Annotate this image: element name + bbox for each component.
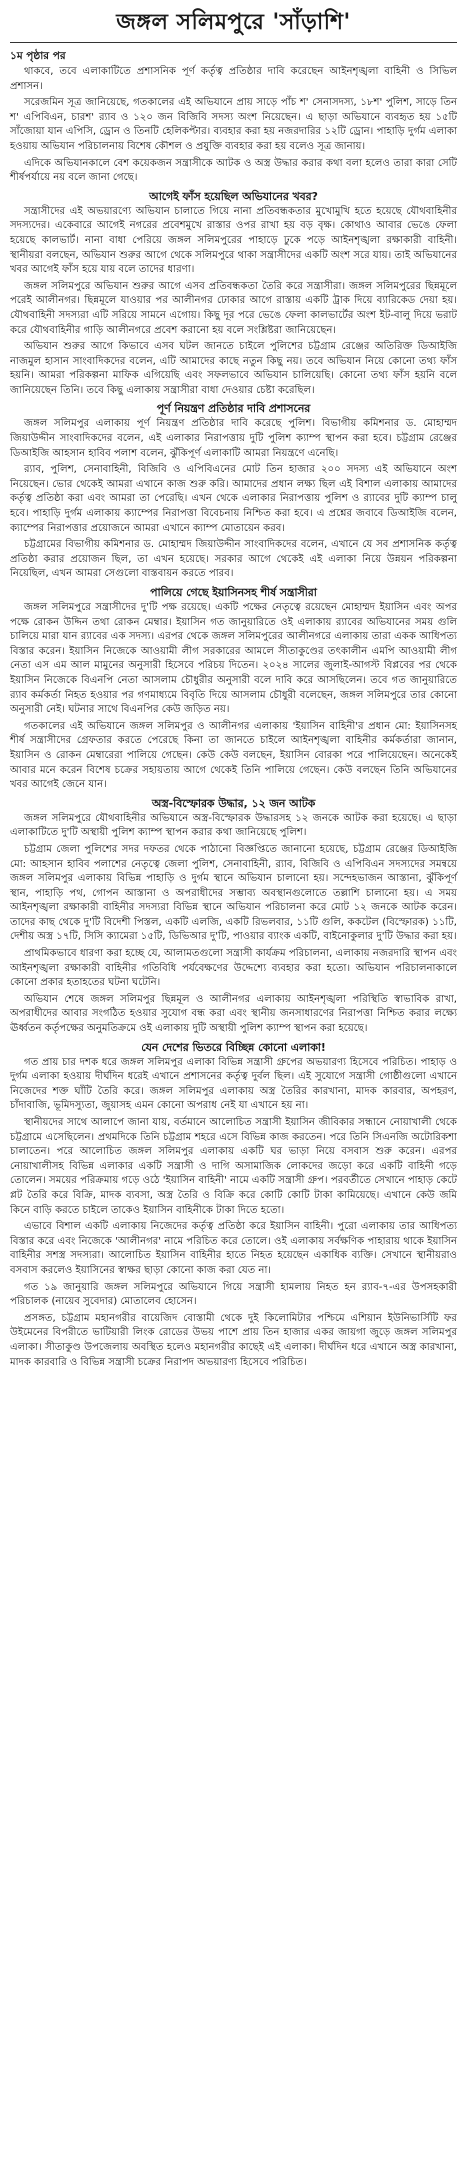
paragraph: প্রাথমিকভাবে ধারণা করা হচ্ছে যে, আলামতগুলো সন্ত্রাসী কার্যক্রম পরিচালনা, এলাকায় নজরদারি স্থাপন এবং আইনশৃঙ্খলা রক্ষাকারী বাহিনীর গতিবিধি পর্যবেক্ষণের উদ্দেশ্যে ব্যবহার করা হতো। অভিযান পরিচালনাকালে কোনো প্রকার হতাহতের ঘটনা ঘটেনি। [10,948,457,989]
paragraph: এদিকে অভিযানকালে বেশ কয়েকজন সন্ত্রাসীকে আটক ও অস্ত্র উদ্ধার করার কথা বলা হলেও তারা কারা সেটি শীর্ষপর্যায়ে নয় বলে জানা গেছে। [10,157,457,184]
article-headline: জঙ্গল সলিমপুরে 'সাঁড়াশি' [116,10,351,35]
paragraph: থাকবে, তবে এলাকাটিতে প্রশাসনিক পূর্ণ কর্তৃত্ব প্রতিষ্ঠার দাবি করেছেন আইনশৃঙ্খলা বাহিনী ও সিভিল প্রশাসন। [10,66,457,92]
paragraph: অভিযান শেষে জঙ্গল সলিমপুর ছিন্নমূল ও আলীনগর এলাকায় আইনশৃঙ্খলা পরিস্থিতি স্বাভাবিক রাখা, অপরাধীদের আবার সংগঠিত হওয়ার সুযোগ বন্ধ করা এবং স্থানীয় জনসাধারণের নিরাপত্তা নিশ্চিত করার লক্ষ্যে ঊর্ধ্বতন কর্তৃপক্ষের অনুমতিক্রমে ওই এলাকায় দুটি অস্থায়ী পুলিশ ক্যাম্প স্থাপন করা হয়েছে। [10,993,457,1035]
paragraph: এভাবে বিশাল একটি এলাকায় নিজেদের কর্তৃত্ব প্রতিষ্ঠা করে ইয়াসিন বাহিনী। পুরো এলাকায় তার আধিপত্য বিস্তার করে এবং নিজেকে 'আলীনগর' নামে পরিচিত করে তোলে। ওই এলাকায় সর্বক্ষণিক পাহারায় থাকে ইয়াসিন বাহিনীর সশস্ত্র সদস্যরা। আলোচিত ইয়াসিন বাহিনীর হাতে নিহত হয়েছেন একাধিক ব্যক্তি। সেখানে স্থানীয়রাও বসবাস করলেও ইয়াসিনের স্বাক্ষর ছাড়া কোনো কাজ করা যেত না। [10,1221,457,1276]
paragraph: গত প্রায় চার দশক ধরে জঙ্গল সলিমপুর এলাকা বিভিন্ন সন্ত্রাসী গ্রুপের অভয়ারণ্য হিসেবে পরিচিত। পাহাড় ও দুর্গম এলাকা হওয়ায় দীর্ঘদিন ধরেই এখানে প্রশাসনের কর্তৃত্ব দুর্বল ছিল। এই সুযোগে সন্ত্রাসী গোষ্ঠীগুলো এখানে নিজেদের শক্ত ঘাঁটি তৈরি করে। জঙ্গল সলিমপুর এলাকায় অস্ত্র তৈরির কারখানা, মাদক কারবার, অপহরণ, চাঁদাবাজি, ভূমিদস্যুতা, জুয়াসহ এমন কোনো অপরাধ নেই যা এখানে হয় না। [10,1056,457,1112]
paragraph: জঙ্গল সলিমপুরে সন্ত্রাসীদের দু'টি পক্ষ রয়েছে। একটি পক্ষের নেতৃত্বে রয়েছেন মোহাম্মদ ইয়াসিন এবং অপর পক্ষে রোকন উদ্দিন তথা রোকন মেম্বার। ইয়াসিন গত জানুয়ারিতে ওই এলাকায় র‍্যাবের অভিযানের সময় গুলি চালিয়ে মারা যান র‍্যাবের এক সদস্য। এরপর থেকে জঙ্গল সলিমপুরের আলীনগরে এলাকায় তারা একক আধিপত্য বিস্তার করেন। ইয়াসিন নিজেকে আওয়ামী লীগ সরকারের আমলে সীতাকুণ্ডের তৎকালীন এমপি আওয়ামী লীগ নেতা এস এম আল মামুনের অনুসারী হিসেবে পরিচয় দিতেন। ২০২৪ সালের জুলাই-আগস্ট বিপ্লবের পর থেকে ইয়াসিন নিজেকে বিএনপি নেতা আসলাম চৌধুরীর অনুসারী বলে দাবি করে আসছিলেন। তবে গত জানুয়ারিতে র‍্যাব কর্মকর্তা নিহত হওয়ার পর গণমাধ্যমে বিবৃতি দিয়ে আসলাম চৌধুরী বলেছেন, জঙ্গল সলিমপুরে তার কোনো অনুসারী নেই। ঘটনার সাথে বিএনপির কেউ জড়িত নয়। [10,602,457,716]
paragraph: প্রসঙ্গত, চট্টগ্রাম মহানগরীর বায়েজিদ বোস্তামী থেকে দুই কিলোমিটার পশ্চিমে এশিয়ান ইউনিভার্সিটি ফর উইমেনের বিপরীতে ভাটিয়ারী লিংক রোডের উভয় পাশে প্রায় তিন হাজার একর জায়গা জুড়ে জঙ্গল সলিমপুর এলাকা। সীতাকুণ্ড উপজেলায় অবস্থিত হলেও মহানগরীর কাছেই এই এলাকা। দীর্ঘদিন ধরে এখানে অস্ত্র কারখানা, মাদক কারবারি ও বিভিন্ন সন্ত্রাসী চক্রের নিরাপদ অভয়ারণ্য হিসেবে পরিচিত। [10,1312,457,1368]
paragraph: র‍্যাব, পুলিশ, সেনাবাহিনী, বিজিবি ও এপিবিএনের মোট তিন হাজার ২০০ সদস্য এই অভিযানে অংশ নিয়েছেন। ভোর থেকেই আমরা এখানে কাজ শুরু করি। আমাদের প্রধান লক্ষ্য ছিল এই বিশাল এলাকায় আমাদের কর্তৃত্ব প্রতিষ্ঠা করা এবং আমরা তা পেরেছি। এখন থেকে এলাকার নিরাপত্তায় পুলিশ ও র‍্যাবের দুটি ক্যাম্প চালু হবে। পাহাড়ি দুর্গম এলাকায় ক্যাম্পের নিরাপত্তা বিবেচনায় নিশ্চিত করা হবে। এ প্রশ্নের জবাবে ডিআইজি বলেন, ক্যাম্পের নিরাপত্তার প্রয়োজনে আমরা এখানে ক্যাম্প মোতায়েন করব। [10,464,457,534]
paragraph: চট্টগ্রামের বিভাগীয় কমিশনার ড. মোহাম্মদ জিয়াউদ্দীন সাংবাদিকদের বলেন, এখানে যে সব প্রশাসনিক কর্তৃত্ব প্রতিষ্ঠা করার প্রয়োজন ছিল, তা এখন হয়েছে। সরকার আগে থেকেই এই এলাকা নিয়ে উন্নয়ন পরিকল্পনা নিয়েছিল, এখন আমরা সেগুলো বাস্তবায়ন করতে পারব। [10,539,457,580]
paragraph: চট্টগ্রাম জেলা পুলিশের সদর দফতর থেকে পাঠানো বিজ্ঞপ্তিতে জানানো হয়েছে, চট্টগ্রাম রেঞ্জের ডিআইজি মো: আহসান হাবিব পলাশের নেতৃত্বে জেলা পুলিশ, সেনাবাহিনী, র‍্যাব, বিজিবি ও এপিবিএন সদস্যদের সমন্বয়ে জঙ্গল সলিমপুর এলাকায় বিভিন্ন পাহাড়ি ও দুর্গম স্থানে অভিযান চালানো হয়। সন্দেহভাজন আস্তানা, ঝুঁকিপূর্ণ স্থান, পাহাড়ি পথ, গোপন আস্তানা ও অপরাধীদের সম্ভাব্য অবস্থানগুলোতে তল্লাশি চালানো হয়। এ সময় আইনশৃঙ্খলা রক্ষাকারী বাহিনীর সদস্যরা বিভিন্ন স্থানে অভিযান পরিচালনা করে মোট ১২ জনকে আটক করেন। তাদের কাছ থেকে দু'টি বিদেশী পিস্তল, একটি এলজি, একটি রিভলবার, ১১টি গুলি, ককটেল (বিস্ফোরক) ১১টি, দেশীয় অস্ত্র ১৭টি, সিসি ক্যামেরা ১৫টি, ডিভিআর দু'টি, পাওয়ার ব্যাংক একটি, বাইনোকুলার দু'টি উদ্ধার করা হয়। [10,843,457,943]
subheading: আগেই ফাঁস হয়েছিল অভিযানের খবর? [149,189,318,203]
paragraph: জঙ্গল সলিমপুর এলাকায় পূর্ণ নিয়ন্ত্রণ প্রতিষ্ঠার দাবি করেছে পুলিশ। বিভাগীয় কমিশনার ড. মোহাম্মদ জিয়াউদ্দীন সাংবাদিকদের বলেন, এই এলাকার নিরাপত্তায় দুটি পুলিশ ক্যাম্প স্থাপন করা হবে। চট্টগ্রাম রেঞ্জের ডিআইজি আহসান হাবিব পলাশ বলেন, ঝুঁকিপূর্ণ এলাকাটি আমরা নিয়ন্ত্রণে এনেছি। [10,418,457,459]
paragraph: জঙ্গল সলিমপুরে অভিযান শুরুর আগে এসব প্রতিবন্ধকতা তৈরি করে সন্ত্রাসীরা। জঙ্গল সলিমপুরের ছিন্নমূলে পরেই আলীনগর। ছিন্নমূলে যাওয়ার পর আলীনগর ঢোকার আগে রাস্তায় একটি ট্রাক দিয়ে ব্যারিকেড দেয়া হয়। যৌথবাহিনী সদস্যরা এটি সরিয়ে সামনে এগোয়। কিছু দূর পরে ভেঙে ফেলা কালভার্টের অংশ ইট-বালু দিয়ে ভরাট করে যৌথবাহিনীর গাড়ি আলীনগরে প্রবেশ করানো হয় বলে সংশ্লিষ্টরা জানিয়েছেন। [10,280,457,336]
subheading: অস্ত্র-বিস্ফোরক উদ্ধার, ১২ জন আটক [151,796,316,810]
paragraph: গতকালের এই অভিযানে জঙ্গল সলিমপুর ও আলীনগর এলাকায় 'ইয়াসিন বাহিনী'র প্রধান মো: ইয়াসিনসহ শীর্ষ সন্ত্রাসীদের গ্রেফতার করতে পেরেছে কিনা তা জানতে চাইলে আইনশৃঙ্খলা বাহিনীর কর্মকর্তারা জানান, ইয়াসিন ও রোকন মেম্বারেরা পালিয়ে গেছেন। কেউ কেউ বলছেন, ইয়াসিন বোরকা পরে পালিয়েছেন। অনেকেই আবার মনে করেন বিশেষ চক্রের সহায়তায় আগে থেকেই তিনি পালিয়ে গেছেন। কেউ বলছেন তিনি অভিযানের খবর আগেই জেনে যান। [10,720,457,791]
paragraph: গত ১৯ জানুয়ারি জঙ্গল সলিমপুরে অভিযানে গিয়ে সন্ত্রাসী হামলায় নিহত হন র‍্যাব-৭-এর উপসহকারী পরিচালক (নায়েব সুবেদার) মোতালেব হোসেন। [10,1281,457,1308]
subheading: পূর্ণ নিয়ন্ত্রণ প্রতিষ্ঠার দাবি প্রশাসনের [156,402,311,416]
paragraph: অভিযান শুরুর আগে কিভাবে এসব ঘটল জানতে চাইলে পুলিশের চট্টগ্রাম রেঞ্জের অতিরিক্ত ডিআইজি নাজমুল হাসান সাংবাদিকদের বলেন, এটি আমাদের কাছে নতুন কিছু নয়। তবে অভিযান নিয়ে কোনো তথ্য ফাঁস হয়নি। আমরা পরিকল্পনা মাফিক এগিয়েছি এবং সফলভাবে অভিযান চালিয়েছি। কোনো তথ্য ফাঁস হয়নি বলে জানিয়েছেন তিনি। তবে কিছু এলাকায় সন্ত্রাসীরা বাধা দেওয়ার চেষ্টা করেছিল। [10,341,457,396]
paragraph: স্থানীয়দের সাথে আলাপে জানা যায়, বর্তমানে আলোচিত সন্ত্রাসী ইয়াসিন জীবিকার সন্ধানে নোয়াখালী থেকে চট্টগ্রামে এসেছিলেন। প্রথমদিকে তিনি চট্টগ্রাম শহরে এসে বিভিন্ন কাজ করতেন। পরে তিনি সিএনজি অটোরিকশা চালাতেন। পরে আলোচিত জঙ্গল সলিমপুর এলাকায় একটি ঘর ভাড়া নিয়ে বসবাস শুরু করেন। এরপর নোয়াখালীসহ বিভিন্ন এলাকার একটি সন্ত্রাসী ও দাগি অসামাজিক লোকদের জড়ো করে একটি বাহিনী গড়ে তোলেন। সময়ের পরিক্রমায় গড়ে ওঠে 'ইয়াসিন বাহিনী' নামে একটি সন্ত্রাসী গ্রুপ। পরবর্তীতে সেখানে পাহাড় কেটে প্লট তৈরি করে বিক্রি, মাদক ব্যবসা, অস্ত্র তৈরি ও বিক্রি করে কোটি কোটি টাকা কামিয়েছে। এখানে কেউ জমি কিনে বাড়ি করতে চাইলে তাকেও ইয়াসিন বাহিনীকে টাকা দিতে হতো। [10,1117,457,1216]
paragraph: সন্ত্রাসীদের এই অভয়ারণ্যে অভিযান চালাতে গিয়ে নানা প্রতিবন্ধকতার মুখোমুখি হতে হয়েছে যৌথবাহিনীর সদস্যদের। একেবারে আগেই নগরের প্রবেশমুখে রাস্তার ওপর রাখা হয় বড় বৃক্ষ। কোথাও আবার ভেঙে ফেলা হয়েছে কালভার্ট। নানা বাধা পেরিয়ে জঙ্গল সলিমপুরের পাহাড়ে ঢুকে পড়ে আইনশৃঙ্খলা রক্ষাকারী বাহিনী। স্থানীয়রা বলছেন, অভিযান শুরুর আগে থেকে সলিমপুরে থাকা সন্ত্রাসীদের একটি অংশ সরে যায়। তাই অভিযানের খবর আগেই ফাঁস হয়ে যায় বলে তাদের ধারণা। [10,205,457,276]
paragraph: সরেজমিন সূত্র জানিয়েছে, গতকালের এই অভিযানে প্রায় সাড়ে পাঁচ শ' সেনাসদস্য, ১৮শ' পুলিশ, সাড়ে তিন শ' এপিবিএন, চারশ' র‍্যাব ও ১২০ জন বিজিবি সদস্য অংশ নিয়েছেন। এ ছাড়া অভিযানে ব্যবহৃত হয় ১৫টি সাঁজোয়া যান এপিসি, ড্রোন ও তিনটি হেলিকপ্টার। ব্যবহার করা হয় নজরদারির ১২টি ড্রোন। পাহাড়ি দুর্গম এলাকা হওয়ায় অভিযান পরিচালনায় বিশেষ কৌশল ও প্রযুক্তি ব্যবহার করা হয় বলেও সূত্র জানায়। [10,97,457,152]
continuation-label: ১ম পৃষ্ঠার পর [10,50,66,62]
subheading: যেন দেশের ভিতরে বিচ্ছিন্ন কোনো এলাকা! [141,1040,326,1054]
subheading: পালিয়ে গেছে ইয়াসিনসহ শীর্ষ সন্ত্রাসীরা [150,586,317,599]
headline-divider [10,42,457,43]
paragraph: জঙ্গল সলিমপুরে যৌথবাহিনীর অভিযানে অস্ত্র-বিস্ফোরক উদ্ধারসহ ১২ জনকে আটক করা হয়েছে। এ ছাড়া এলাকাটিতে দু'টি অস্থায়ী পুলিশ ক্যাম্প স্থাপন করার কথা জানিয়েছে পুলিশ। [10,812,457,839]
